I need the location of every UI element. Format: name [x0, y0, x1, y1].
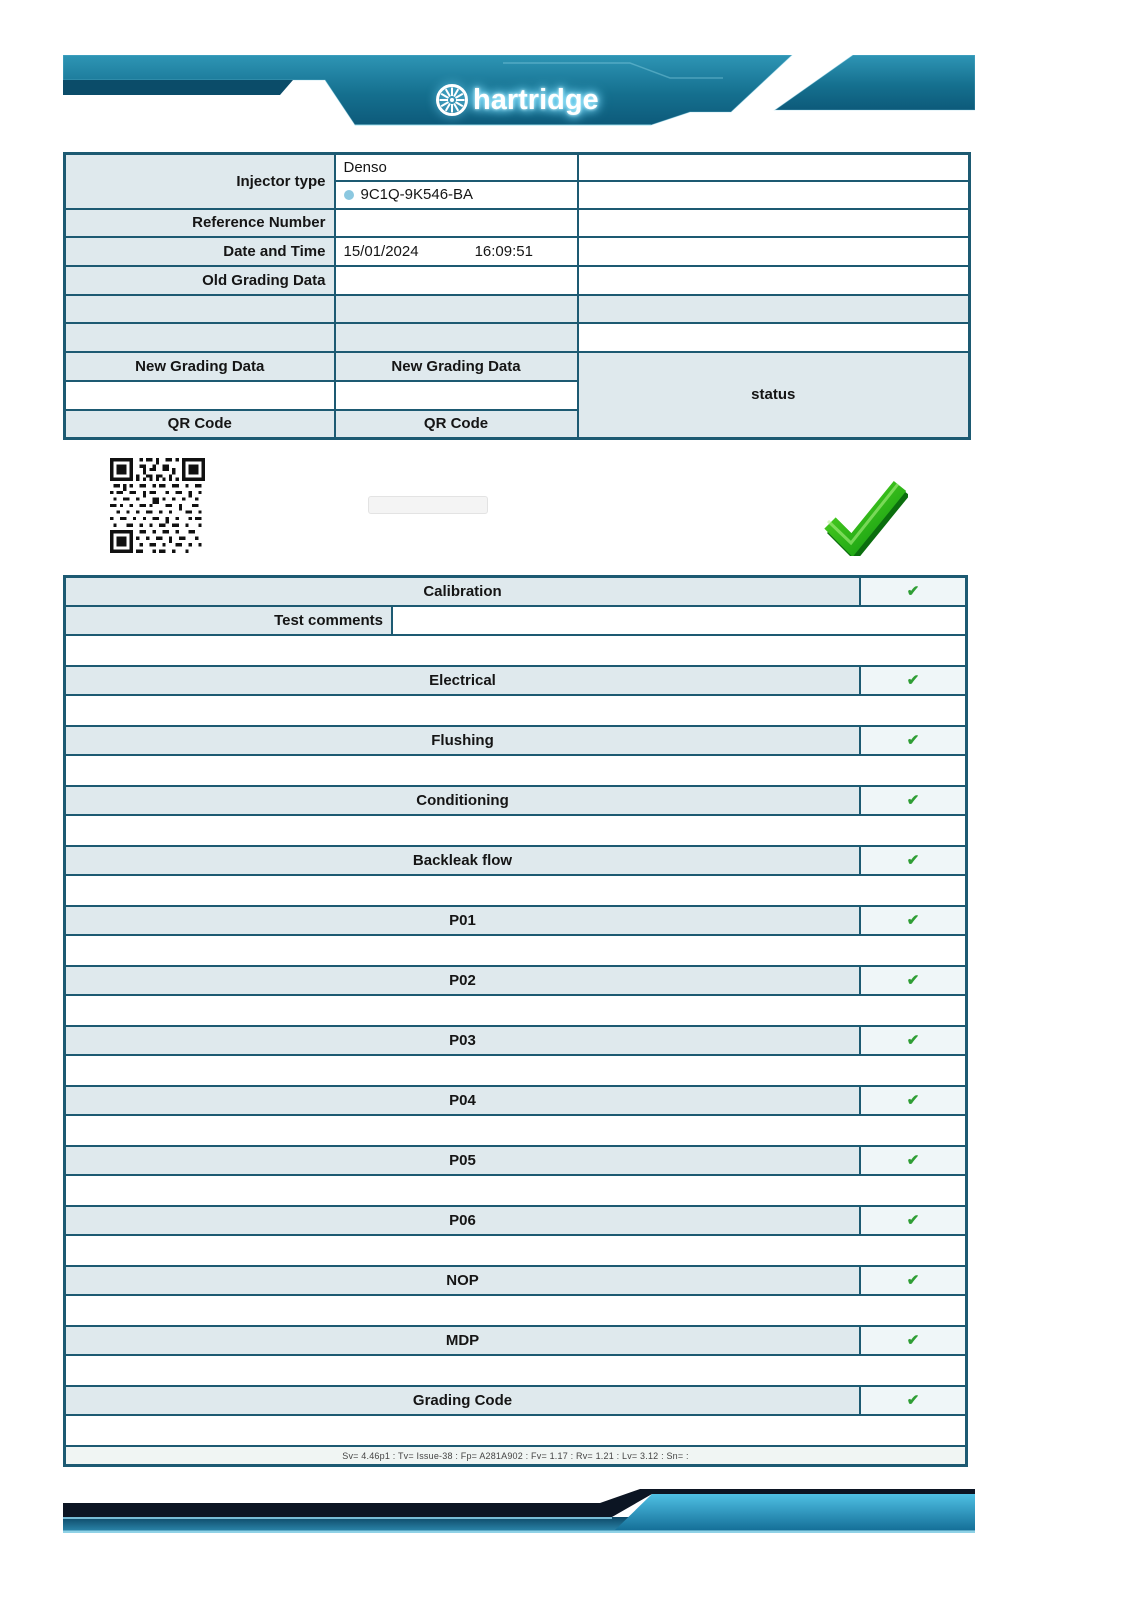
status-row-conditioning: Conditioning ✔ [66, 787, 965, 816]
check-cell [859, 1387, 965, 1414]
spacer-row [66, 996, 965, 1027]
test-status-table [63, 575, 968, 1467]
status-row-mdp: MDP ✔ [66, 1327, 965, 1356]
spacer-row [66, 876, 965, 907]
check-cell [859, 1087, 965, 1114]
date-time-value: 15/01/2024 16:09:51 [335, 237, 578, 266]
sunburst-wheel-icon [434, 82, 470, 118]
empty-cell [65, 295, 335, 323]
qr-code-label-col1: QR Code [65, 410, 335, 439]
footer-banner [63, 1487, 975, 1533]
result-check-icon [818, 478, 908, 556]
system-info-text: Sv= 4.46p1 : Tv= Issue-38 : Fp= A281A902 : Fv= 1.17 : Rv= 1.21 : Lv= 3.12 : Sn= : [342, 1450, 689, 1461]
date-time-label: Date and Time [65, 237, 335, 266]
check-icon: ✔ [906, 1392, 920, 1409]
spacer-row [66, 816, 965, 847]
spacer-row [66, 1116, 965, 1147]
status-row-grading-code: Grading Code ✔ [66, 1387, 965, 1416]
status-row-p04: P04 ✔ [66, 1087, 965, 1116]
empty-cell [65, 381, 335, 410]
spacer-row [66, 636, 965, 667]
check-cell [859, 727, 965, 754]
spacer-row [66, 756, 965, 787]
check-cell [859, 578, 965, 605]
new-grading-label-col1: New Grading Data [65, 352, 335, 381]
status-row-p06: P06 ✔ [66, 1207, 965, 1236]
empty-cell [578, 266, 970, 295]
spacer-row [66, 1356, 965, 1387]
check-icon: ✔ [906, 672, 920, 689]
check-icon: ✔ [906, 1212, 920, 1229]
spacer-row [66, 936, 965, 967]
status-row-p02: P02 ✔ [66, 967, 965, 996]
status-row-nop: NOP ✔ [66, 1267, 965, 1296]
check-icon: ✔ [906, 1032, 920, 1049]
empty-cell [578, 295, 970, 323]
check-cell [859, 787, 965, 814]
status-row-p01: P01 ✔ [66, 907, 965, 936]
status-row-p05: P05 ✔ [66, 1147, 965, 1176]
empty-cell [65, 323, 335, 352]
check-icon: ✔ [906, 1332, 920, 1349]
check-cell [859, 667, 965, 694]
empty-placeholder-pill [368, 496, 488, 514]
old-grading-value [335, 266, 578, 295]
check-icon: ✔ [906, 1272, 920, 1289]
status-row-p03: P03 ✔ [66, 1027, 965, 1056]
status-row-flushing: Flushing ✔ [66, 727, 965, 756]
qr-code-image [110, 458, 205, 553]
empty-cell [335, 295, 578, 323]
new-grading-label-col2: New Grading Data [335, 352, 578, 381]
brand-text: hartridge [473, 83, 599, 116]
check-icon: ✔ [906, 732, 920, 749]
spacer-row [66, 1236, 965, 1267]
status-row-electrical: Electrical ✔ [66, 667, 965, 696]
bullet-dot-icon [344, 190, 354, 200]
spacer-row [66, 1176, 965, 1207]
check-icon: ✔ [906, 583, 920, 600]
check-icon: ✔ [906, 972, 920, 989]
reference-number-value [335, 209, 578, 237]
hartridge-logo [434, 80, 599, 120]
check-icon: ✔ [906, 1092, 920, 1109]
check-icon: ✔ [906, 1152, 920, 1169]
spacer-row [66, 1056, 965, 1087]
injector-type-label: Injector type [65, 154, 335, 209]
check-cell [859, 907, 965, 934]
empty-cell [335, 323, 578, 352]
check-cell [859, 1327, 965, 1354]
check-icon: ✔ [906, 792, 920, 809]
test-comments-value [393, 607, 965, 634]
old-grading-label: Old Grading Data [65, 266, 335, 295]
empty-cell [578, 209, 970, 237]
empty-cell [578, 323, 970, 352]
injector-info-table [63, 152, 971, 440]
empty-cell [578, 237, 970, 266]
qr-code-label-col2: QR Code [335, 410, 578, 439]
empty-cell [578, 181, 970, 209]
system-info-row [66, 1447, 965, 1464]
reference-number-label: Reference Number [65, 209, 335, 237]
check-cell [859, 1207, 965, 1234]
check-icon: ✔ [906, 852, 920, 869]
empty-cell [578, 154, 970, 181]
status-row-backleak-flow: Backleak flow ✔ [66, 847, 965, 876]
check-cell [859, 1267, 965, 1294]
empty-cell [335, 381, 578, 410]
spacer-row [66, 1416, 965, 1447]
status-header-cell: status [578, 352, 970, 439]
check-cell [859, 1027, 965, 1054]
injector-code-value: 9C1Q-9K546-BA [335, 181, 578, 209]
check-icon: ✔ [906, 912, 920, 929]
spacer-row [66, 1296, 965, 1327]
check-cell [859, 1147, 965, 1174]
status-row-calibration: Calibration ✔ [66, 578, 965, 607]
injector-make-value: Denso [335, 154, 578, 181]
spacer-row [66, 696, 965, 727]
check-cell [859, 847, 965, 874]
status-row-test-comments: Test comments [66, 607, 965, 636]
check-cell [859, 967, 965, 994]
